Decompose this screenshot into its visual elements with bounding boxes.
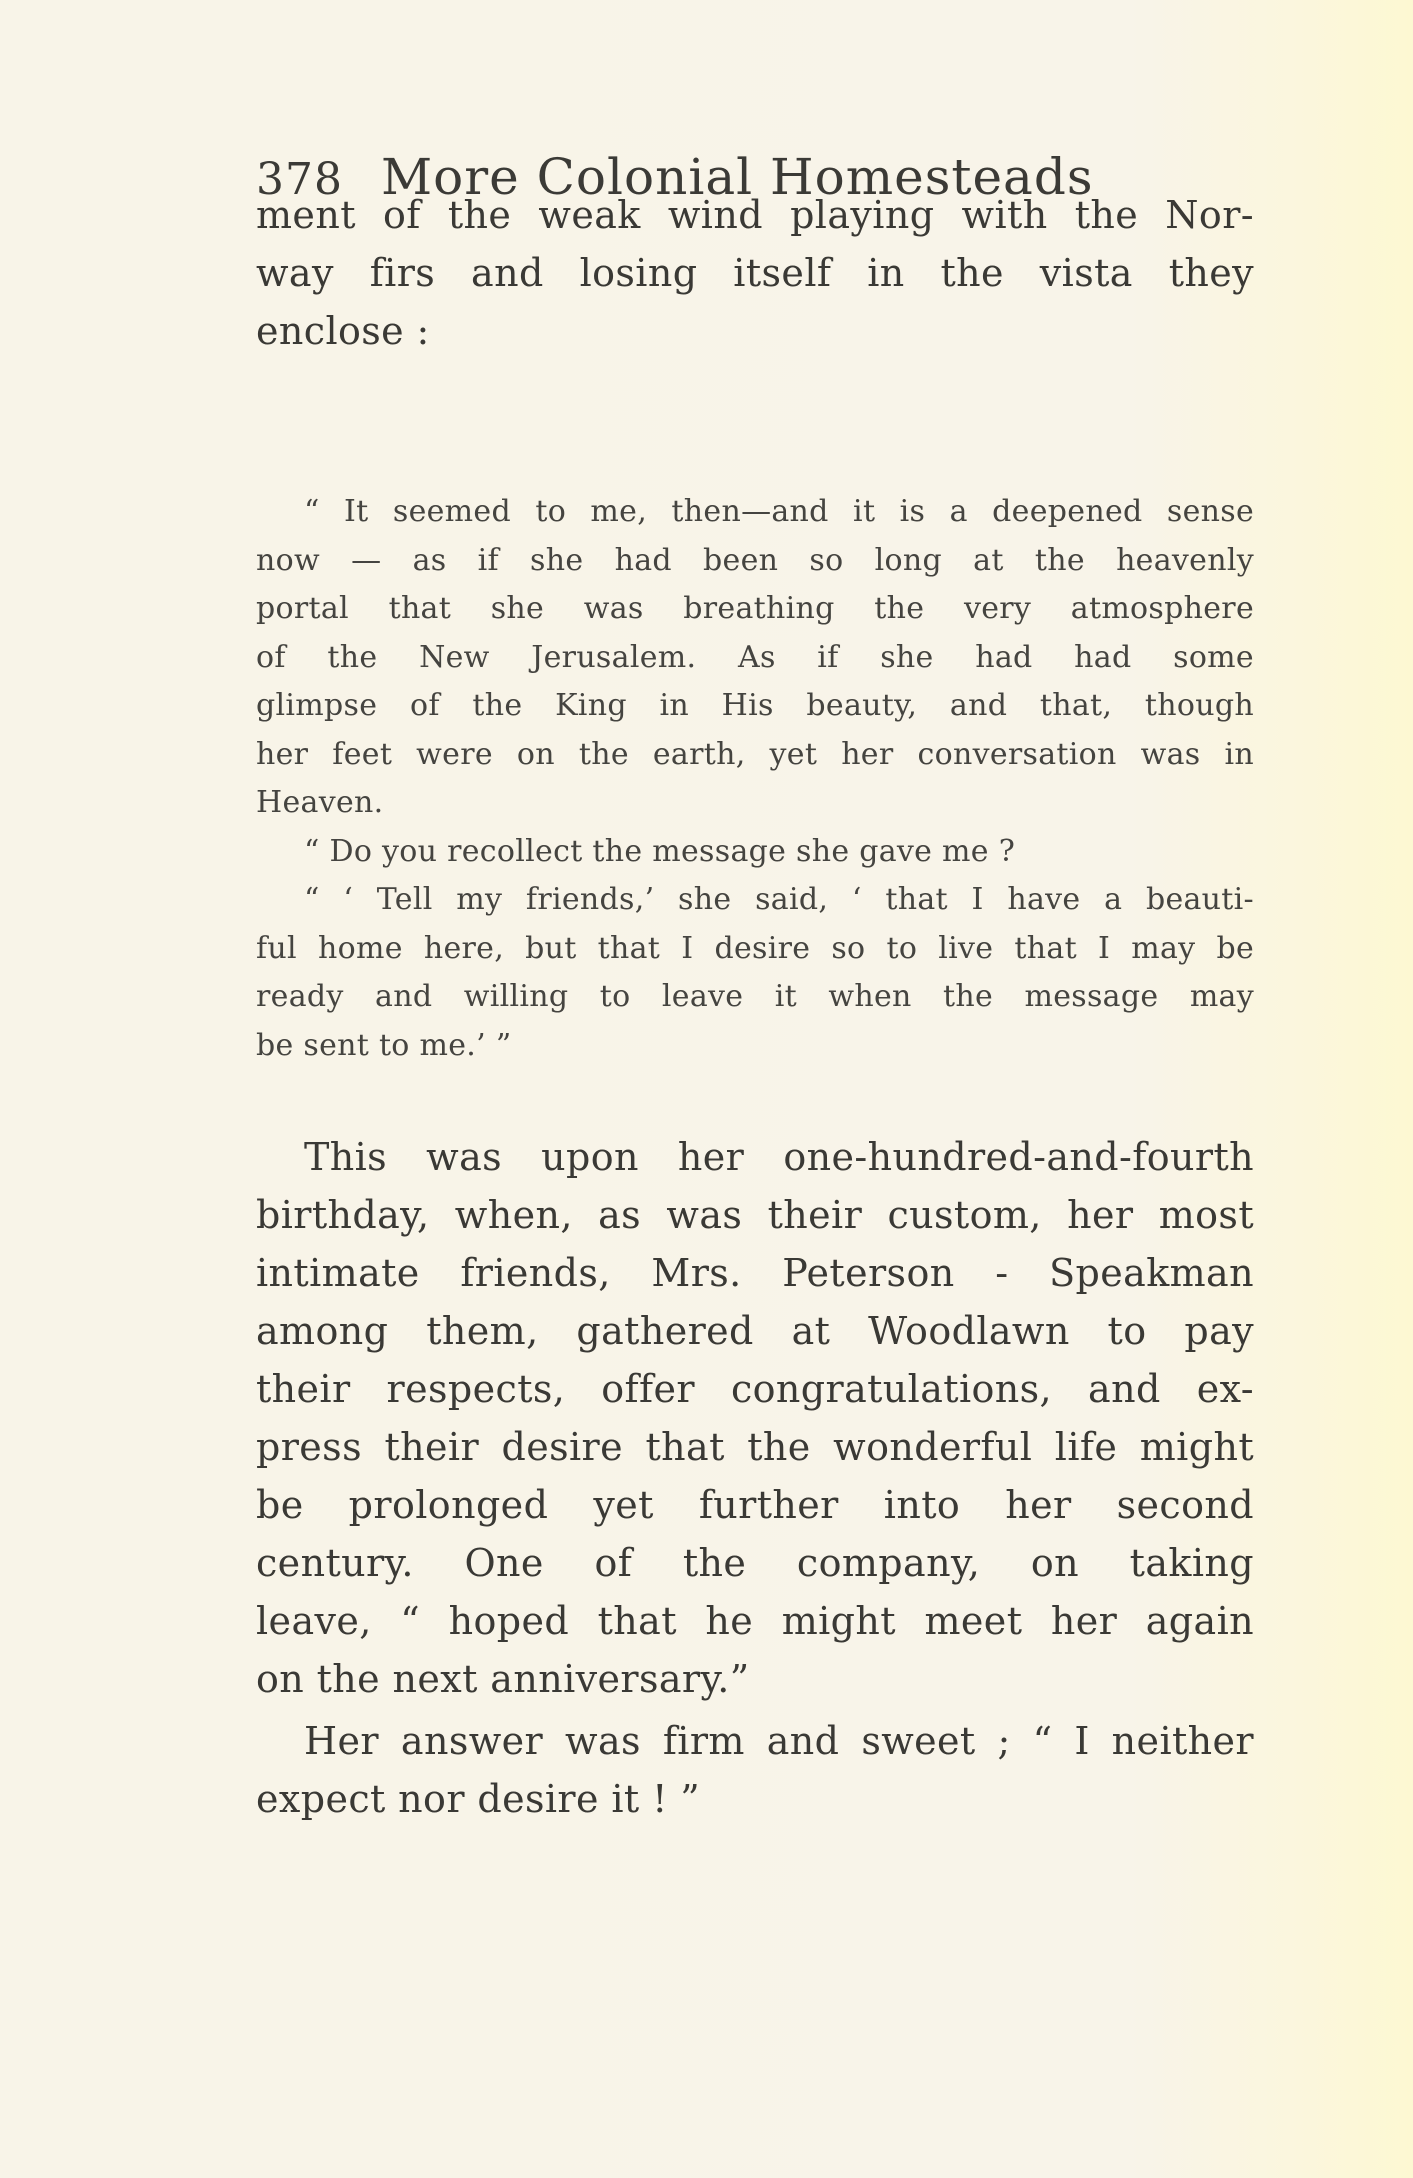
text-line: Her answer was firm and sweet ; “ I neither (304, 1719, 1254, 1763)
text-line: “ Do you recollect the message she gave me ? (304, 834, 1016, 869)
quotation-paragraph (256, 876, 1254, 1070)
text-line: way firs and losing itself in the vista they (256, 251, 1254, 295)
running-title: More Colonial Homesteads (380, 148, 1094, 206)
text-line: enclose : (256, 309, 430, 353)
text-line: ful home here, but that I desire so to live that I may be (256, 930, 1254, 966)
quotation-paragraph (256, 828, 1254, 877)
text-line: glimpse of the King in His beauty, and that, though (256, 688, 1254, 723)
text-line: century. One of the company, on taking (256, 1541, 1254, 1585)
text-line: press their desire that the wonderful life might (256, 1425, 1254, 1469)
paragraph-continuation (256, 186, 1254, 360)
paragraph-birthday (256, 1128, 1254, 1708)
text-line: This was upon her one-hundred-and-fourth (304, 1135, 1254, 1179)
text-line: ment of the weak wind playing with the Nor- (256, 193, 1254, 237)
text-line: “ ‘ Tell my friends,’ she said, ‘ that I have a beauti- (304, 882, 1254, 917)
text-line: her feet were on the earth, yet her conversation was in (256, 736, 1254, 772)
text-line: among them, gathered at Woodlawn to pay (256, 1309, 1254, 1353)
text-line: now — as if she had been so long at the heavenly (256, 542, 1254, 578)
text-line: birthday, when, as was their custom, her most (256, 1193, 1254, 1237)
paragraph-answer (256, 1712, 1254, 1828)
quotation-paragraph (256, 488, 1254, 828)
page-number: 378 (256, 154, 343, 205)
text-line: intimate friends, Mrs. Peterson - Speakman (256, 1251, 1254, 1295)
text-line: ready and willing to leave it when the message may (256, 979, 1254, 1014)
text-line: expect nor desire it ! ” (256, 1777, 701, 1821)
text-line: “ It seemed to me, then—and it is a deepened sense (304, 494, 1254, 529)
text-line: be sent to me.’ ” (256, 1027, 512, 1063)
text-line: portal that she was breathing the very atmosphere (256, 591, 1254, 626)
text-line: Heaven. (256, 785, 384, 820)
text-line: on the next anniversary.” (256, 1657, 750, 1701)
text-line: leave, “ hoped that he might meet her again (256, 1599, 1254, 1643)
text-line: be prolonged yet further into her second (256, 1483, 1254, 1527)
text-line: of the New Jerusalem. As if she had had some (256, 639, 1254, 675)
text-line: their respects, offer congratulations, and ex- (256, 1367, 1254, 1411)
